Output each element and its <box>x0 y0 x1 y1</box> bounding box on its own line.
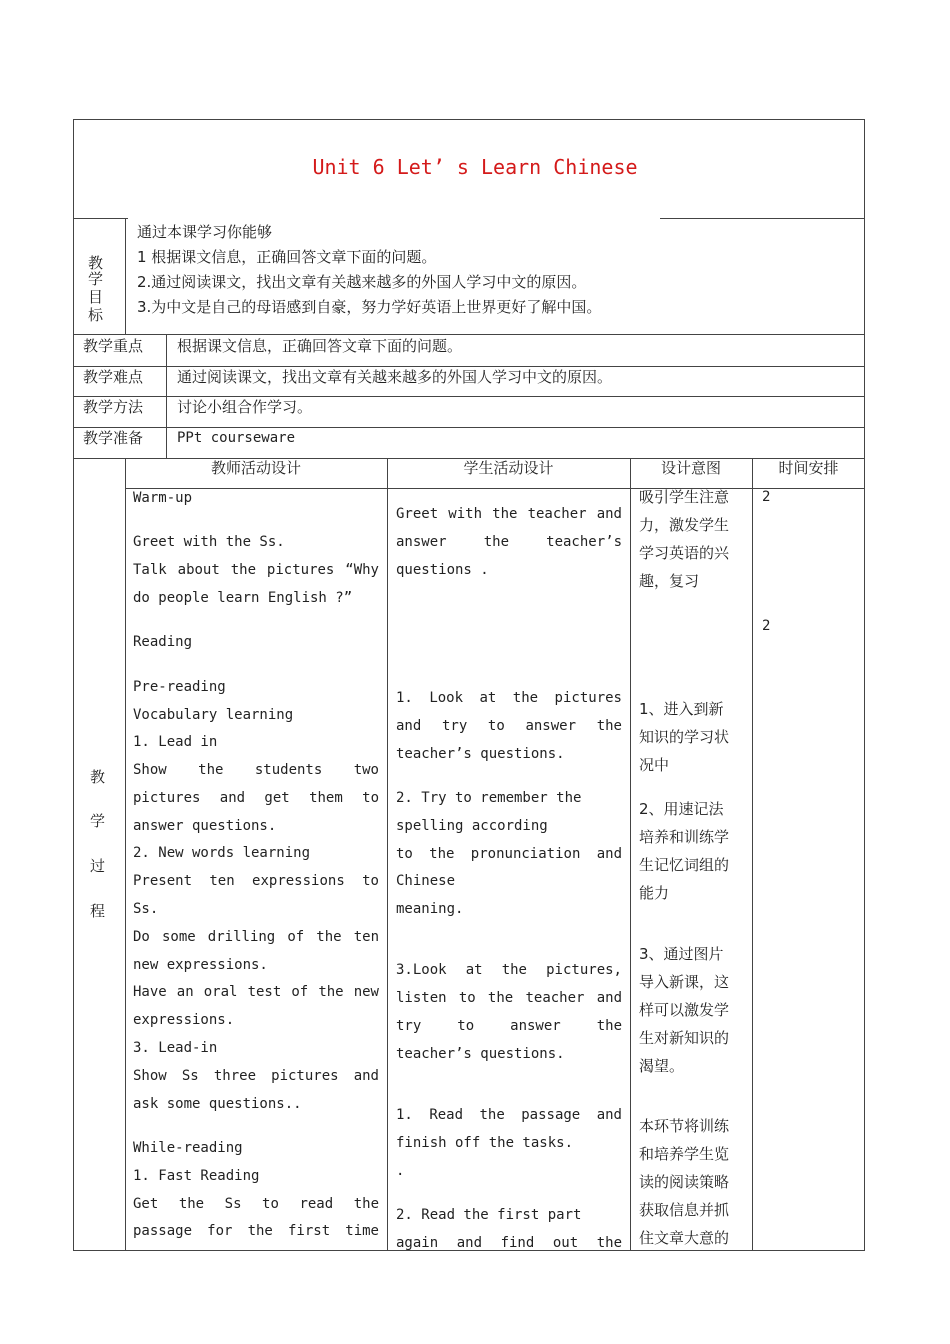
teacher-line: Show Ss three pictures and <box>133 1068 379 1084</box>
intent-line: 导入新课，这 <box>639 973 730 991</box>
intent-line: 力，激发学生 <box>639 516 730 534</box>
rule <box>125 218 126 334</box>
rule <box>630 458 631 1251</box>
intent-line: 学习英语的兴 <box>639 544 730 562</box>
side-char: 学 <box>90 812 106 830</box>
side-char: 目 <box>88 288 104 306</box>
intent-line: 吸引学生注意 <box>639 488 730 506</box>
row-label-difficulties: 教学难点 <box>83 368 144 386</box>
student-line: teacher’s questions. <box>396 1046 565 1062</box>
side-char: 教 <box>90 768 106 786</box>
header-student: 学生活动设计 <box>463 459 554 477</box>
intent-line: 样可以激发学 <box>639 1001 730 1019</box>
student-line: Chinese <box>396 873 456 889</box>
intent-line: 和培养学生览 <box>639 1145 730 1163</box>
header-intent: 设计意图 <box>660 459 721 477</box>
student-line: . <box>396 1163 405 1179</box>
goal-item: 3.为中文是自己的母语感到自豪，努力学好英语上世界更好了解中国。 <box>137 298 602 316</box>
student-line: listen to the teacher and <box>396 990 622 1006</box>
student-line: Greet with the teacher and <box>396 506 622 522</box>
side-char: 标 <box>88 306 104 324</box>
intent-line: 况中 <box>639 756 670 774</box>
intent-line: 读的阅读策略 <box>639 1173 730 1191</box>
goals-intro: 通过本课学习你能够 <box>137 223 273 241</box>
teacher-line: Have an oral test of the new <box>133 984 379 1000</box>
teacher-line: 3. Lead-in <box>133 1040 218 1056</box>
teacher-line: While-reading <box>133 1140 243 1156</box>
side-char: 教 <box>88 254 104 272</box>
teacher-line: Warm-up <box>133 490 193 506</box>
row-value-difficulties: 通过阅读课文，找出文章有关越来越多的外国人学习中文的原因。 <box>177 368 613 386</box>
student-line: to the pronunciation and <box>396 846 622 862</box>
time-value: 2 <box>762 489 771 505</box>
student-line: spelling according <box>396 818 548 834</box>
intent-line: 生记忆词组的 <box>639 856 730 874</box>
teacher-line: Ss. <box>133 901 159 917</box>
student-line: answer the teacher’s <box>396 534 622 550</box>
teacher-line: Do some drilling of the ten <box>133 929 379 945</box>
student-line: and try to answer the <box>396 718 622 734</box>
teacher-line: Present ten expressions to <box>133 873 379 889</box>
student-line: finish off the tasks. <box>396 1135 574 1151</box>
side-char: 学 <box>88 270 104 288</box>
table-border-left <box>73 119 74 1251</box>
row-label-methods: 教学方法 <box>83 398 144 416</box>
row-value-methods: 讨论小组合作学习。 <box>177 398 313 416</box>
teacher-line: Vocabulary learning <box>133 707 294 723</box>
student-line: questions . <box>396 562 489 578</box>
teacher-line: Show the students two <box>133 762 379 778</box>
intent-line: 住文章大意的 <box>639 1229 730 1247</box>
teacher-line: answer questions. <box>133 818 277 834</box>
rule <box>387 458 388 1251</box>
intent-line: 知识的学习状 <box>639 728 730 746</box>
table-border-top <box>73 119 865 120</box>
goal-item: 2.通过阅读课文，找出文章有关越来越多的外国人学习中文的原因。 <box>137 273 587 291</box>
rule <box>166 334 167 458</box>
intent-line: 本环节将训练 <box>639 1117 730 1135</box>
rule <box>73 218 128 219</box>
teacher-line: do people learn English ?” <box>133 590 353 606</box>
side-char: 程 <box>90 902 106 920</box>
student-line: 2. Try to remember the <box>396 790 582 806</box>
intent-line: 生对新知识的 <box>639 1029 730 1047</box>
teacher-line: new expressions. <box>133 957 268 973</box>
teacher-line: Get the Ss to read the <box>133 1196 379 1212</box>
header-teacher: 教师活动设计 <box>210 459 301 477</box>
teacher-line: 1. Fast Reading <box>133 1168 260 1184</box>
teacher-line: Greet with the Ss. <box>133 534 285 550</box>
student-line: again and find out the <box>396 1235 622 1251</box>
rule <box>660 218 865 219</box>
teacher-line: Pre-reading <box>133 679 226 695</box>
header-time: 时间安排 <box>778 459 839 477</box>
row-value-preparation: PPt courseware <box>177 430 296 446</box>
row-label-preparation: 教学准备 <box>83 429 144 447</box>
rule <box>125 488 865 489</box>
row-value-key-points: 根据课文信息，正确回答文章下面的问题。 <box>177 337 463 355</box>
teacher-line: Talk about the pictures “Why <box>133 562 379 578</box>
student-line: 3.Look at the pictures, <box>396 962 622 978</box>
time-value: 2 <box>762 618 771 634</box>
side-char: 过 <box>90 857 106 875</box>
row-label-key-points: 教学重点 <box>83 337 144 355</box>
rule <box>125 458 126 1251</box>
student-line: 1. Look at the pictures <box>396 690 622 706</box>
teacher-line: ask some questions.. <box>133 1096 302 1112</box>
intent-line: 3、通过图片 <box>639 945 724 963</box>
teacher-line: expressions. <box>133 1012 235 1028</box>
teacher-line: 2. New words learning <box>133 845 311 861</box>
table-border-right <box>864 119 865 1251</box>
goal-item: 1 根据课文信息，正确回答文章下面的问题。 <box>137 248 437 266</box>
intent-line: 趣，复习 <box>639 572 700 590</box>
intent-line: 1、进入到新 <box>639 700 724 718</box>
page-title: Unit 6 Let’ s Learn Chinese <box>312 155 638 179</box>
teacher-line: passage for the first time <box>133 1223 379 1239</box>
student-line: meaning. <box>396 901 464 917</box>
student-line: teacher’s questions. <box>396 746 565 762</box>
teacher-line: 1. Lead in <box>133 734 218 750</box>
rule <box>752 458 753 1251</box>
intent-line: 培养和训练学 <box>639 828 730 846</box>
intent-line: 2、用速记法 <box>639 800 724 818</box>
intent-line: 获取信息并抓 <box>639 1201 730 1219</box>
intent-line: 能力 <box>639 884 670 902</box>
student-line: 1. Read the passage and <box>396 1107 622 1123</box>
intent-line: 渴望。 <box>639 1057 685 1075</box>
student-line: 2. Read the first part <box>396 1207 582 1223</box>
teacher-line: Reading <box>133 634 193 650</box>
teacher-line: pictures and get them to <box>133 790 379 806</box>
student-line: try to answer the <box>396 1018 622 1034</box>
